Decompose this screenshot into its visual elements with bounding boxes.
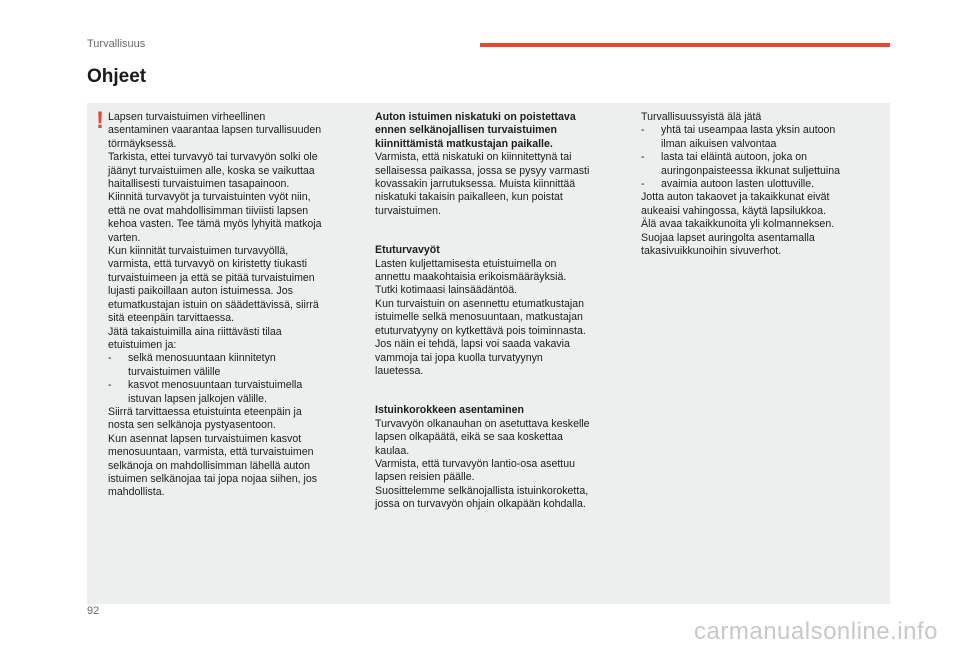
bullet-text	[128, 352, 358, 379]
bullet-text	[128, 379, 358, 406]
text-line: jäänyt turvaistuimen alle, koska se vaikuttaa	[108, 164, 315, 177]
text-line: annettu maakohtaisia erikoismääräyksiä.	[375, 271, 567, 284]
bullet-item	[641, 151, 881, 178]
text-line: varten.	[108, 231, 141, 244]
bullet-item	[641, 178, 881, 191]
text-line: etuturvatyyny on kytkettävä pois toiminnasta.	[375, 324, 586, 337]
text-line: Siirrä tarvittaessa etuistuinta eteenpäin ja	[108, 405, 302, 418]
section-heading: Etuturvavyöt	[375, 244, 440, 257]
text-line: sellaisessa paikassa, jossa se pysyy varmasti	[375, 164, 590, 177]
content-panel	[87, 103, 890, 604]
text-line: törmäyksessä.	[108, 137, 177, 150]
bullet-item	[108, 352, 358, 379]
text-line: Varmista, että niskatuki on kiinnitettynä tai	[375, 151, 572, 164]
text-line: haitallisesti turvaistuimen tasapainoon.	[108, 178, 290, 191]
page-number: 92	[87, 605, 100, 617]
text-line: Lapsen turvaistuimen virheellinen	[108, 111, 266, 123]
text-line: istuvan lapsen jalkojen välille.	[128, 392, 267, 405]
text-line: vammoja tai jopa kuolla turvatyynyn	[375, 351, 543, 364]
text-line: Varmista, että turvavyön lantio-osa asettuu	[375, 457, 576, 470]
text-line: lujasti paikoillaan auton istuimessa. Jos	[108, 285, 293, 298]
text-line: jossa on turvavyön ohjain olkapään kohdalla.	[375, 498, 586, 511]
section-gap	[375, 378, 625, 404]
text-line: kaulaa.	[375, 444, 410, 457]
page-title: Ohjeet	[87, 66, 147, 87]
text-line: istuimen selkänojaa tai jopa nojaa siihen, jos	[108, 472, 318, 485]
bullet-dash: -	[641, 151, 645, 164]
text-line: turvaistuimen välille	[128, 365, 221, 378]
text-line: menosuuntaan, varmista, että turvaistuimen	[108, 446, 314, 459]
text-line: Kun asennat lapsen turvaistuimen kasvot	[108, 432, 302, 445]
bullet-dash: -	[641, 124, 645, 137]
bullet-text	[661, 124, 881, 151]
text-line: Älä avaa takaikkunoita yli kolmanneksen.	[641, 218, 835, 231]
column-1	[108, 111, 358, 500]
exclamation-mark-icon: !	[96, 107, 104, 134]
text-line: Kiinnitä turvavyöt ja turvaistuinten vyöt niin,	[108, 191, 311, 204]
text-line: selkänoja on mahdollisimman lähellä auton	[108, 459, 310, 472]
text-line: etuistuimen ja:	[108, 338, 177, 351]
text-line: lapsen olkapäätä, eikä se saa koskettaa	[375, 431, 563, 444]
text-line: että ne ovat mahdollisimman tiiviisti lapsen	[108, 204, 309, 217]
text-line: aukeaisi vahingossa, käytä lapsilukkoa.	[641, 204, 826, 217]
text-line: avaimia autoon lasten ulottuville.	[661, 178, 815, 191]
bullet-dash: -	[108, 379, 112, 392]
text-line: Tutki kotimaasi lainsäädäntöä.	[375, 284, 518, 297]
section-heading: Istuinkorokkeen asentaminen	[375, 404, 524, 417]
text-line: takasivuikkunoihin sivuverhot.	[641, 245, 782, 258]
bullet-dash: -	[641, 178, 645, 191]
text-line: asentaminen vaarantaa lapsen turvallisuuden	[108, 124, 322, 137]
section-heading: kiinnittämistä matkustajan paikalle.	[375, 137, 553, 150]
text-line: kovassakin jarrutuksessa. Muista kiinnittää	[375, 178, 576, 191]
text-line: istuimelle selkä menosuuntaan, matkustajan	[375, 311, 583, 324]
text-line: selkä menosuuntaan kiinnitetyn	[128, 352, 276, 365]
text-line: etumatkustajan istuin on säädettävissä, siirrä	[108, 298, 319, 311]
text-line: Jotta auton takaovet ja takaikkunat eivät	[641, 191, 830, 204]
text-line: nosta sen selkänoja pystyasentoon.	[108, 419, 276, 432]
section-heading: Auton istuimen niskatuki on poistettava	[375, 111, 576, 123]
watermark: carmanualsonline.info	[694, 618, 938, 645]
text-line: sitä eteenpäin tarvittaessa.	[108, 312, 235, 325]
text-line: niskatuki takaisin paikalleen, kun poistat	[375, 191, 563, 204]
section-accent-bar	[480, 43, 890, 47]
text-line: Suosittelemme selkänojallista istuinkoroketta,	[375, 484, 589, 497]
section-heading: ennen selkänojallisen turvaistuimen	[375, 124, 557, 137]
text-line: mahdollista.	[108, 486, 165, 499]
text-line: lasta tai eläintä autoon, joka on	[661, 151, 808, 164]
bullet-item	[641, 124, 881, 151]
bullet-item	[108, 379, 358, 406]
text-line: lauetessa.	[375, 364, 424, 377]
column-2	[375, 111, 625, 512]
text-line: Lasten kuljettamisesta etuistuimella on	[375, 257, 557, 270]
text-line: Tarkista, ettei turvavyö tai turvavyön solki ole	[108, 151, 318, 164]
column-3	[641, 111, 881, 258]
text-line: Turvallisuussyistä älä jätä	[641, 111, 762, 123]
bullet-text	[661, 151, 881, 178]
text-line: turvaistuimeen ja että se pitää turvaistuimen	[108, 271, 315, 284]
text-line: Suojaa lapset auringolta asentamalla	[641, 231, 815, 244]
text-line: yhtä tai useampaa lasta yksin autoon	[661, 124, 836, 137]
text-line: Jos näin ei tehdä, lapsi voi saada vakavia	[375, 338, 570, 351]
text-line: ilman aikuisen valvontaa	[661, 137, 777, 150]
text-line: lapsen reisien päälle.	[375, 471, 475, 484]
text-line: auringonpaisteessa ikkunat suljettuina	[661, 164, 841, 177]
text-line: varmista, että turvavyö on kiristetty tiukasti	[108, 258, 307, 271]
section-label: Turvallisuus	[87, 38, 146, 50]
text-line: turvaistuimen.	[375, 204, 441, 217]
text-line: Kun turvaistuin on asennettu etumatkustajan	[375, 297, 585, 310]
text-line: kehoa vasten. Tee tämä myös lyhyitä matkoja	[108, 218, 322, 231]
bullet-dash: -	[108, 352, 112, 365]
text-line: Kun kiinnität turvaistuimen turvavyöllä,	[108, 245, 289, 258]
section-gap	[375, 218, 625, 244]
bullet-text	[661, 178, 881, 191]
text-line: Jätä takaistuimilla aina riittävästi tilaa	[108, 325, 282, 338]
text-line: Turvavyön olkanauhan on asetuttava keskelle	[375, 417, 590, 430]
text-line: kasvot menosuuntaan turvaistuimella	[128, 379, 303, 392]
